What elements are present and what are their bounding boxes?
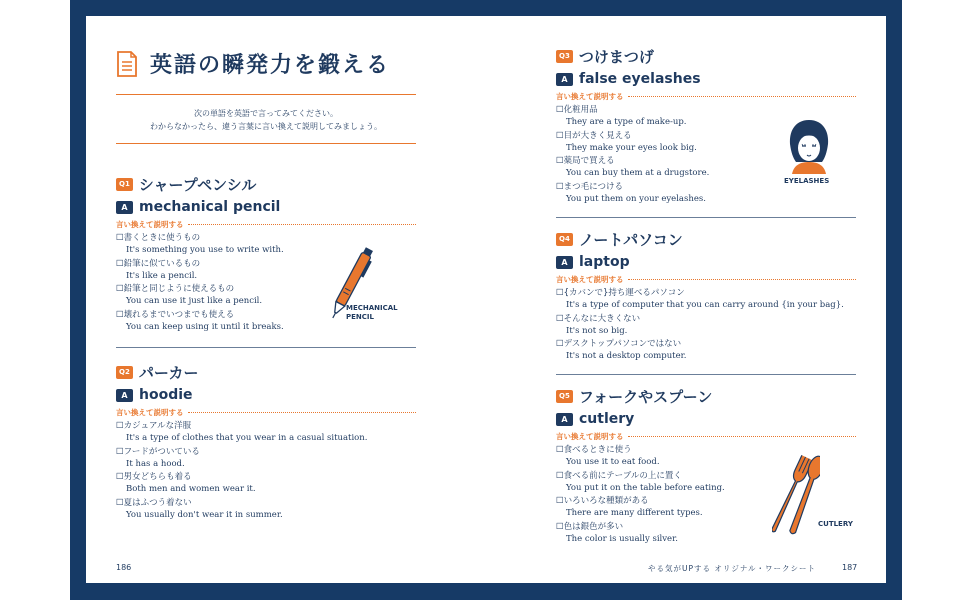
page-number-left: 186 — [116, 563, 132, 572]
dotted-line — [628, 279, 857, 280]
item-ja: ☐鉛筆に似ているもの — [116, 258, 201, 269]
answer-text: mechanical pencil — [139, 199, 281, 215]
subheading-label: 言い換えて説明する — [556, 432, 624, 441]
item-ja: ☐鉛筆と同じように使えるもの — [116, 284, 235, 294]
answer-text: cutlery — [579, 411, 635, 427]
dotted-line — [628, 436, 857, 437]
subheading — [556, 274, 856, 285]
question-badge: Q5 — [556, 390, 573, 403]
question-text: シャープペンシル — [138, 175, 257, 194]
item-list — [116, 420, 416, 521]
section-divider — [556, 374, 856, 375]
question-badge: Q2 — [116, 366, 133, 379]
footer-text: やる気がUPする オリジナル・ワークシート — [648, 564, 817, 573]
item-ja: ☐デスクトップパソコンではない — [556, 339, 682, 349]
item-en: It has a hood. — [126, 458, 185, 469]
item-ja: ☐食べるときに使う — [556, 445, 632, 455]
document-icon — [116, 50, 138, 78]
answer-header — [556, 253, 856, 271]
item-ja: ☐色は銀色が多い — [556, 521, 624, 532]
question-header — [116, 363, 416, 381]
question-header — [116, 175, 416, 193]
section-divider — [116, 347, 416, 348]
question-header — [556, 387, 856, 405]
item-ja: ☐いろいろな種類がある — [556, 496, 649, 506]
item-ja: ☐薬局で買える — [556, 156, 615, 166]
item-ja: ☐フードがついている — [116, 446, 200, 457]
question-header — [556, 230, 856, 248]
item-en: You put it on the table before eating. — [566, 482, 725, 493]
intro-line-2: わからなかったら、違う言葉に言い換えて説明してみましょう。 — [150, 122, 382, 131]
question-header — [556, 47, 856, 65]
item-en: It's a type of computer that you can carry around {in your bag}. — [566, 300, 844, 310]
question-text: ノートパソコン — [578, 230, 683, 249]
item-ja: ☐食べる前にテーブルの上に置く — [556, 470, 682, 481]
answer-header — [556, 410, 856, 428]
cutlery-caption — [818, 520, 853, 529]
item-ja: ☐書くときに使うもの — [116, 233, 201, 243]
item-en: You put them on your eyelashes. — [566, 193, 706, 204]
item-ja: ☐目が大きく見える — [556, 130, 632, 141]
caption-line-1: MECHANICAL — [346, 304, 398, 312]
question-text: フォークやスプーン — [578, 387, 713, 406]
item-en: There are many different types. — [566, 508, 703, 518]
item-en: You use it to eat food. — [566, 457, 660, 467]
item-en: You can buy them at a drugstore. — [566, 168, 710, 178]
fork-spoon-icon — [772, 450, 820, 540]
item-en: It's not so big. — [566, 325, 628, 336]
subheading-label: 言い換えて説明する — [556, 275, 624, 284]
dotted-line — [188, 224, 417, 225]
answer-text: hoodie — [139, 387, 193, 403]
question-badge: Q3 — [556, 50, 573, 63]
question-text: つけまつげ — [578, 47, 654, 66]
answer-badge: A — [556, 413, 573, 426]
answer-text: laptop — [579, 254, 630, 270]
caption-line-1: CUTLERY — [818, 520, 853, 528]
answer-header — [556, 70, 856, 88]
item-ja: ☐壊れるまでいつまでも使える — [116, 309, 235, 320]
answer-badge: A — [556, 256, 573, 269]
item-ja: ☐カジュアルな洋服 — [116, 421, 192, 431]
answer-badge: A — [116, 201, 133, 214]
eyelashes-caption — [784, 177, 829, 186]
answer-header — [116, 386, 416, 404]
intro-line-1: 次の単語を英語で言ってみてください。 — [194, 109, 338, 118]
item-en: They make your eyes look big. — [566, 142, 697, 153]
caption-line-1: EYELASHES — [784, 177, 830, 185]
section-divider — [556, 217, 856, 218]
title-text: 英語の瞬発力を鍛える — [150, 53, 391, 78]
item-en: You usually don't wear it in summer. — [126, 509, 283, 520]
page-number-right: 187 — [842, 563, 858, 572]
dotted-line — [628, 96, 857, 97]
eyelashes-illustration — [786, 118, 832, 178]
item-en: It's a type of clothes that you wear in a casual situation. — [126, 433, 368, 443]
subheading — [556, 91, 856, 102]
dotted-line — [188, 412, 417, 413]
question-badge: Q4 — [556, 233, 573, 246]
item-en: It's like a pencil. — [126, 270, 198, 281]
item-en: You can use it just like a pencil. — [126, 296, 263, 306]
item-en: The color is usually silver. — [566, 533, 678, 544]
answer-header — [116, 198, 416, 216]
question-4 — [556, 230, 856, 364]
item-ja: ☐{カバンで}持ち運べるパソコン — [556, 288, 685, 298]
page-title — [116, 48, 390, 79]
subheading — [116, 407, 416, 418]
item-ja: ☐そんなに大きくない — [556, 313, 641, 324]
intro-box — [116, 94, 416, 144]
answer-badge: A — [556, 73, 573, 86]
item-ja: ☐まつ毛につける — [556, 181, 623, 192]
subheading-label: 言い換えて説明する — [116, 408, 184, 417]
item-en: It's something you use to write with. — [126, 245, 284, 255]
answer-text: false eyelashes — [579, 71, 701, 87]
answer-badge: A — [116, 389, 133, 402]
caption-line-2: PENCIL — [346, 313, 374, 321]
item-ja: ☐夏はふつう着ない — [116, 497, 192, 508]
item-en: They are a type of make-up. — [566, 117, 687, 127]
subheading-label: 言い換えて説明する — [116, 220, 184, 229]
eyelashes-face-icon — [786, 118, 832, 174]
cutlery-illustration — [772, 450, 820, 544]
item-ja: ☐化粧用品 — [556, 105, 598, 115]
question-2 — [116, 363, 416, 522]
item-ja: ☐男女どちらも着る — [116, 472, 192, 482]
question-text: パーカー — [138, 363, 199, 382]
subheading — [116, 219, 416, 230]
question-badge: Q1 — [116, 178, 133, 191]
item-en: Both men and women wear it. — [126, 484, 256, 494]
item-list — [556, 287, 856, 362]
subheading-label: 言い換えて説明する — [556, 92, 624, 101]
subheading — [556, 431, 856, 442]
item-en: It's not a desktop computer. — [566, 351, 687, 361]
mechanical-pencil-caption — [346, 304, 398, 322]
item-en: You can keep using it until it breaks. — [126, 321, 284, 332]
